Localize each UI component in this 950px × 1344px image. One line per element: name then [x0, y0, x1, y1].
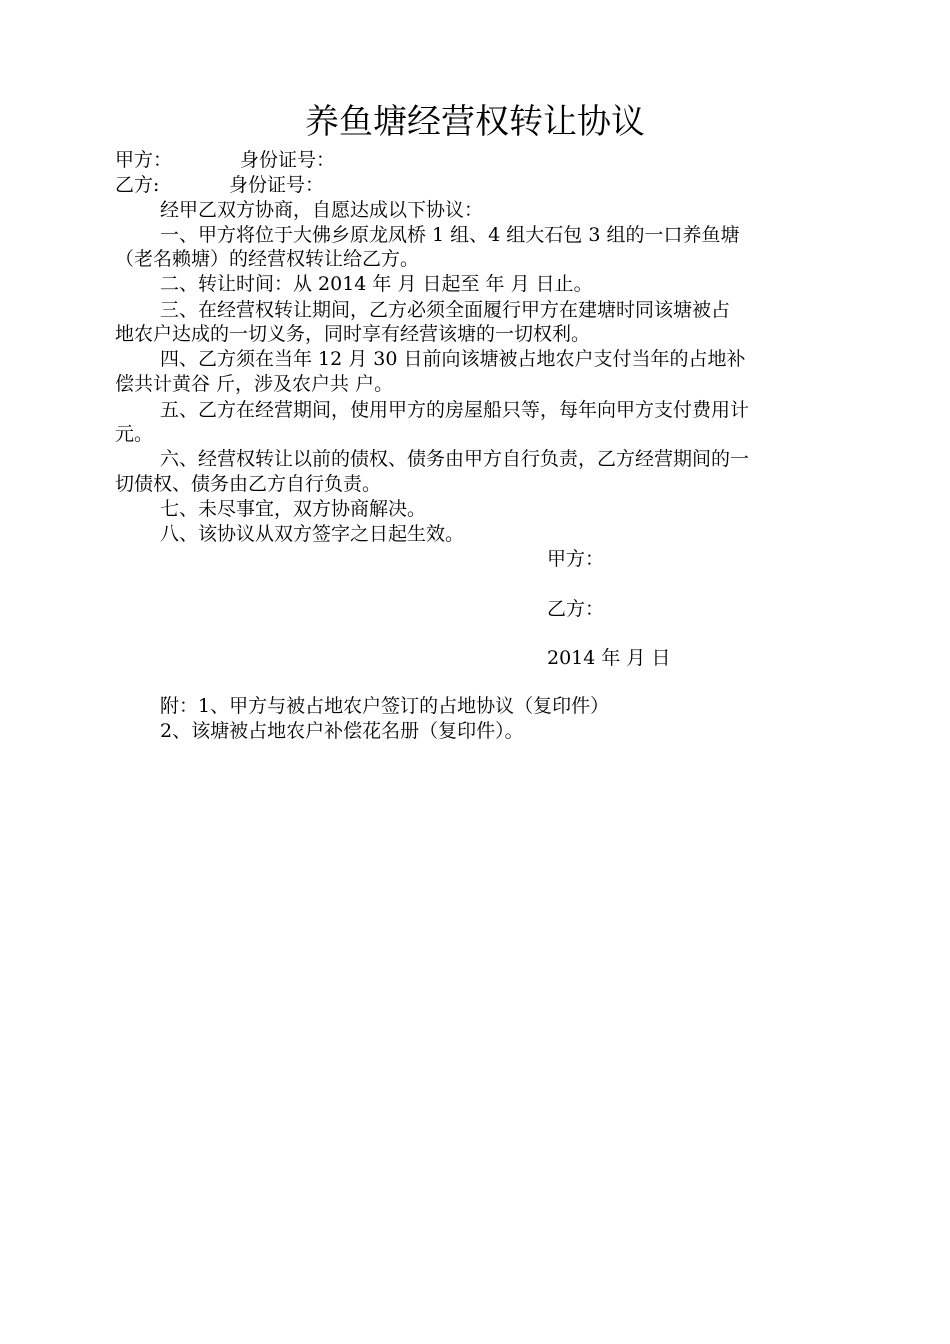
- clause-4-line-1: 四、乙方须在当年 12 月 30 日前向该塘被占地农户支付当年的占地补: [160, 348, 746, 370]
- party-b-label: 乙方:: [115, 174, 160, 196]
- signature-party-a: 甲方：: [547, 548, 605, 570]
- document-title: 养鱼塘经营权转让协议: [305, 102, 645, 142]
- clause-6-line-1: 六、经营权转让以前的债权、债务由甲方自行负责，乙方经营期间的一: [160, 448, 750, 470]
- signature-date: 2014 年 月 日: [547, 647, 671, 669]
- clause-1-line-2: （老名赖塘）的经营权转让给乙方。: [115, 248, 420, 270]
- clause-8-line-1: 八、该协议从双方签字之日起生效。: [160, 523, 465, 545]
- clause-1-line-1: 一、甲方将位于大佛乡原龙凤桥 1 组、4 组大石包 3 组的一口养鱼塘: [160, 224, 740, 246]
- party-a-id-label: 身份证号：: [240, 149, 336, 171]
- clause-2-line-1: 二、转让时间：从 2014 年 月 日起至 年 月 日止。: [160, 273, 593, 295]
- signature-party-b: 乙方：: [547, 598, 605, 620]
- clause-7-line-1: 七、未尽事宜，双方协商解决。: [160, 498, 427, 520]
- clause-3-line-1: 三、在经营权转让期间，乙方必须全面履行甲方在建塘时同该塘被占: [160, 299, 731, 321]
- clause-6-line-2: 切债权、债务由乙方自行负责。: [115, 473, 382, 495]
- attachment-line-1: 附：1、甲方与被占地农户签订的占地协议（复印件）: [160, 695, 610, 717]
- clause-3-line-2: 地农户达成的一切义务，同时享有经营该塘的一切权利。: [115, 323, 591, 345]
- clause-5-line-2: 元。: [115, 423, 154, 445]
- clause-4-line-2: 偿共计黄谷 斤，涉及农户共 户。: [115, 373, 394, 395]
- party-b-id-label: 身份证号：: [229, 174, 325, 196]
- clause-5-line-1: 五、乙方在经营期间，使用甲方的房屋船只等，每年向甲方支付费用计: [160, 399, 750, 421]
- attachment-line-2: 2、该塘被占地农户补偿花名册（复印件）。: [160, 720, 524, 742]
- party-a-label: 甲方：: [115, 149, 173, 171]
- intro-text: 经甲乙双方协商，自愿达成以下协议：: [160, 199, 484, 221]
